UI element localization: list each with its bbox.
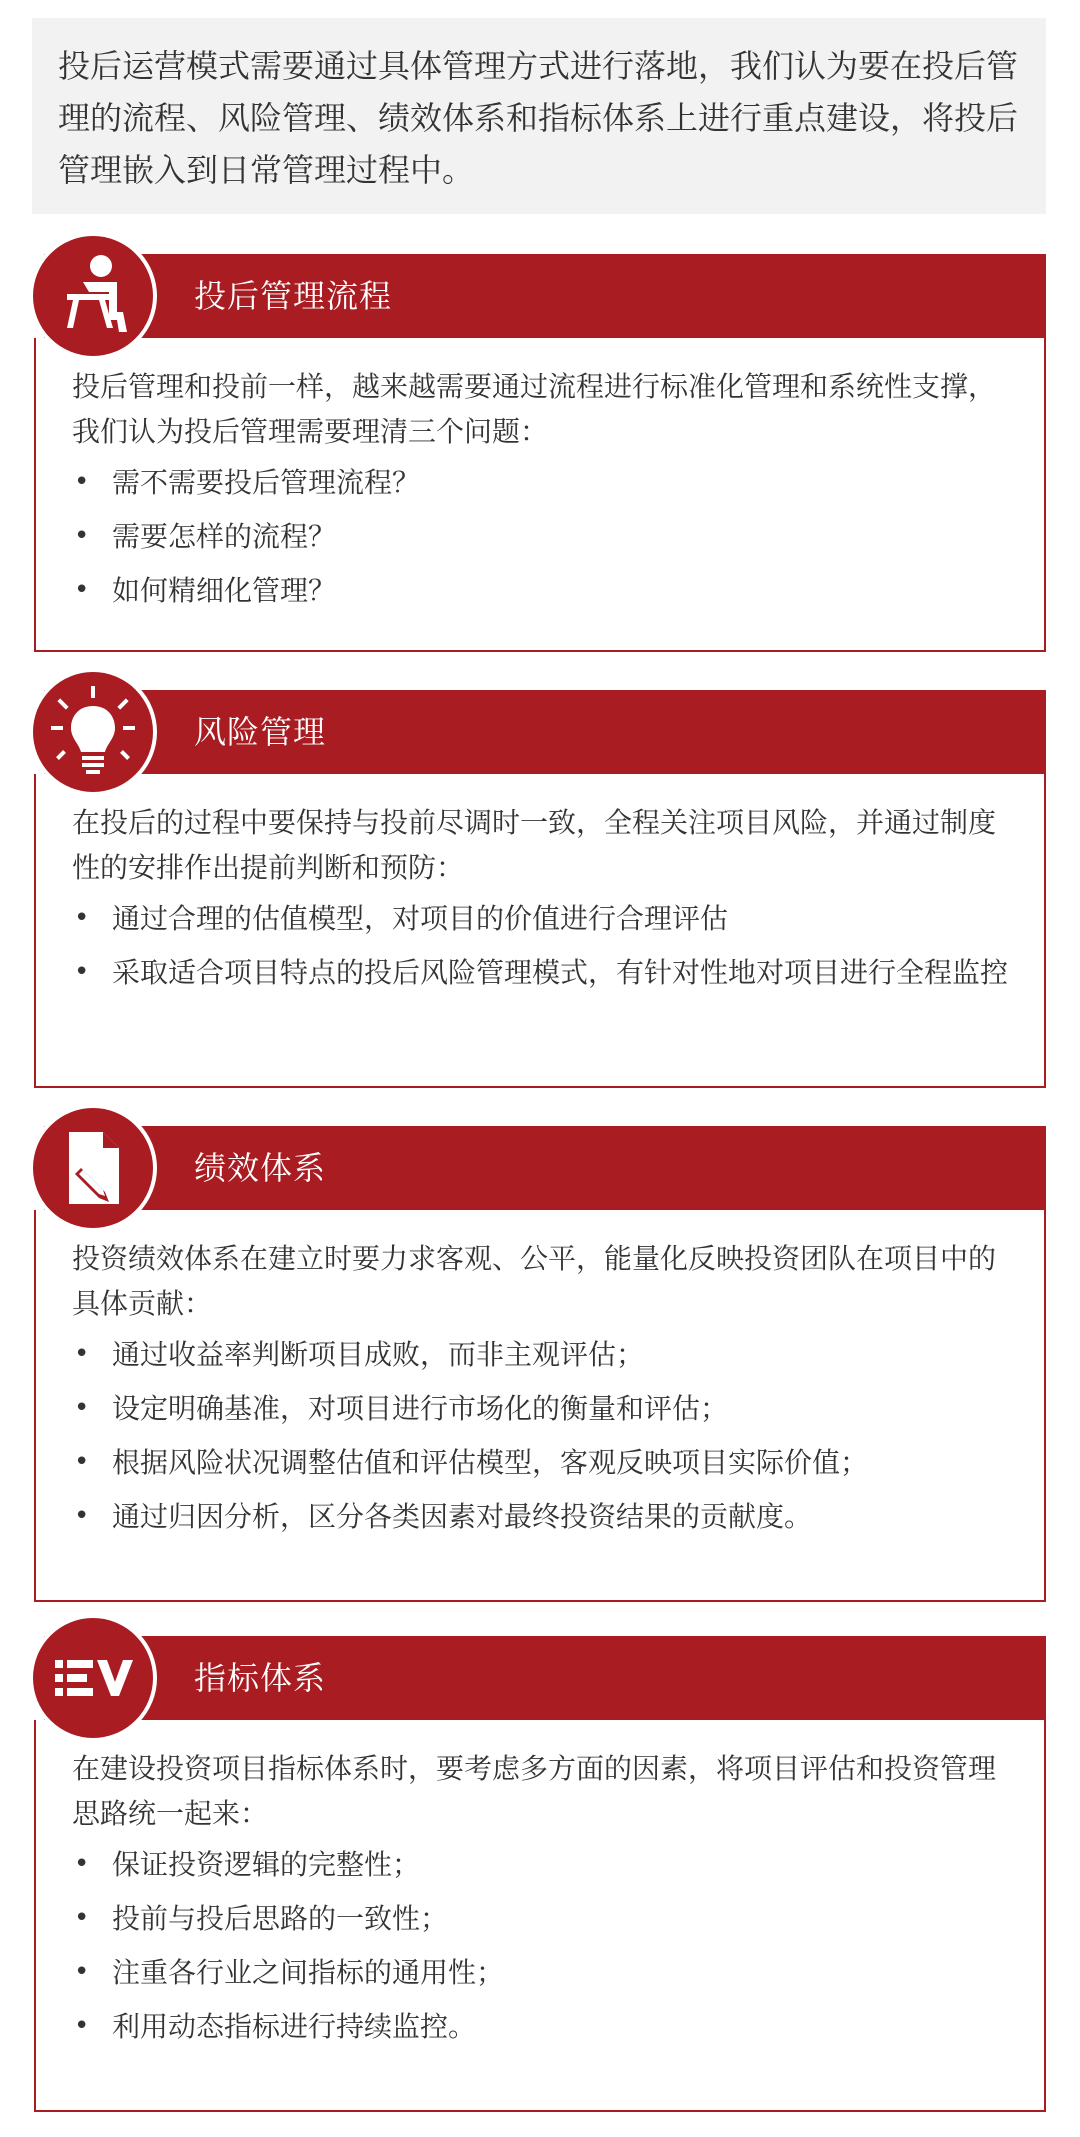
list-item: [72, 1950, 1014, 1995]
list-item: [72, 1332, 1014, 1377]
intro-box: [32, 18, 1046, 214]
bullet-dot: •: [74, 1447, 90, 1477]
bullet-dot: •: [74, 575, 90, 605]
bullet-list: [72, 460, 1014, 613]
section-process: [34, 254, 1046, 652]
section-desc: 在投后的过程中要保持与投前尽调时一致，全程关注项目风险，并通过制度性的安排作出提前判断和预防：: [72, 806, 997, 884]
list-item: [72, 950, 1014, 995]
list-item: [72, 1386, 1014, 1431]
person-at-desk-icon: [33, 236, 153, 356]
bullet-text: 投前与投后思路的一致性；: [112, 1902, 449, 1935]
bullet-list: [72, 896, 1014, 995]
bullet-dot: •: [74, 1339, 90, 1369]
list-item: [72, 514, 1014, 559]
section-body: [34, 1210, 1046, 1602]
section-body: [34, 774, 1046, 1088]
bullet-text: 利用动态指标进行持续监控。: [112, 2010, 477, 2043]
bullet-text: 通过收益率判断项目成败，而非主观评估；: [112, 1338, 645, 1371]
bullet-text: 根据风险状况调整估值和评估模型，客观反映项目实际价值；: [112, 1446, 869, 1479]
section-desc: 投资绩效体系在建立时要力求客观、公平，能量化反映投资团队在项目中的具体贡献：: [72, 1242, 997, 1320]
list-item: [72, 2004, 1014, 2049]
list-item: [72, 460, 1014, 505]
lightbulb-icon: [33, 672, 153, 792]
bullet-dot: •: [74, 1903, 90, 1933]
section-desc: 在建设投资项目指标体系时，要考虑多方面的因素，将项目评估和投资管理思路统一起来：: [72, 1752, 997, 1830]
icon-badge: [29, 232, 157, 360]
bullet-dot: •: [74, 1393, 90, 1423]
list-item: [72, 568, 1014, 613]
bullet-dot: •: [74, 467, 90, 497]
bullet-text: 设定明确基准，对项目进行市场化的衡量和评估；: [112, 1392, 729, 1425]
section-desc: 投后管理和投前一样，越来越需要通过流程进行标准化管理和系统性支撑，我们认为投后管理需要理清三个问题：: [72, 370, 997, 448]
section-header: [44, 690, 1046, 774]
section-title: 指标体系: [194, 1659, 327, 1697]
section-title: 投后管理流程: [194, 277, 393, 315]
list-item: [72, 1440, 1014, 1485]
section-header: [44, 254, 1046, 338]
bullet-dot: •: [74, 903, 90, 933]
bullet-text: 如何精细化管理？: [112, 574, 337, 607]
list-check-icon: [33, 1618, 153, 1738]
intro-text: 投后运营模式需要通过具体管理方式进行落地，我们认为要在投后管理的流程、风险管理、绩效体系和指标体系上进行重点建设，将投后管理嵌入到日常管理过程中。: [58, 47, 1019, 189]
bullet-list: [72, 1332, 1014, 1539]
bullet-text: 采取适合项目特点的投后风险管理模式，有针对性地对项目进行全程监控: [112, 956, 1009, 989]
section-header: [44, 1126, 1046, 1210]
list-item: [72, 896, 1014, 941]
bullet-text: 需要怎样的流程？: [112, 520, 337, 553]
bullet-dot: •: [74, 521, 90, 551]
bullet-text: 需不需要投后管理流程？: [112, 466, 421, 499]
section-metrics: [34, 1636, 1046, 2112]
section-title: 风险管理: [194, 713, 327, 751]
bullet-text: 通过合理的估值模型，对项目的价值进行合理评估: [112, 902, 729, 935]
bullet-dot: •: [74, 1501, 90, 1531]
list-item: [72, 1842, 1014, 1887]
document-pencil-icon: [33, 1108, 153, 1228]
list-item: [72, 1896, 1014, 1941]
bullet-text: 注重各行业之间指标的通用性；: [112, 1956, 505, 1989]
bullet-dot: •: [74, 1957, 90, 1987]
section-title: 绩效体系: [194, 1149, 327, 1187]
section-risk: [34, 690, 1046, 1088]
icon-badge: [29, 1614, 157, 1742]
bullet-dot: •: [74, 1849, 90, 1879]
list-item: [72, 1494, 1014, 1539]
icon-badge: [29, 668, 157, 796]
bullet-dot: •: [74, 957, 90, 987]
bullet-text: 保证投资逻辑的完整性；: [112, 1848, 421, 1881]
bullet-text: 通过归因分析，区分各类因素对最终投资结果的贡献度。: [112, 1500, 813, 1533]
section-header: [44, 1636, 1046, 1720]
section-body: [34, 1720, 1046, 2112]
section-performance: [34, 1126, 1046, 1602]
bullet-list: [72, 1842, 1014, 2049]
icon-badge: [29, 1104, 157, 1232]
section-body: [34, 338, 1046, 652]
bullet-dot: •: [74, 2011, 90, 2041]
